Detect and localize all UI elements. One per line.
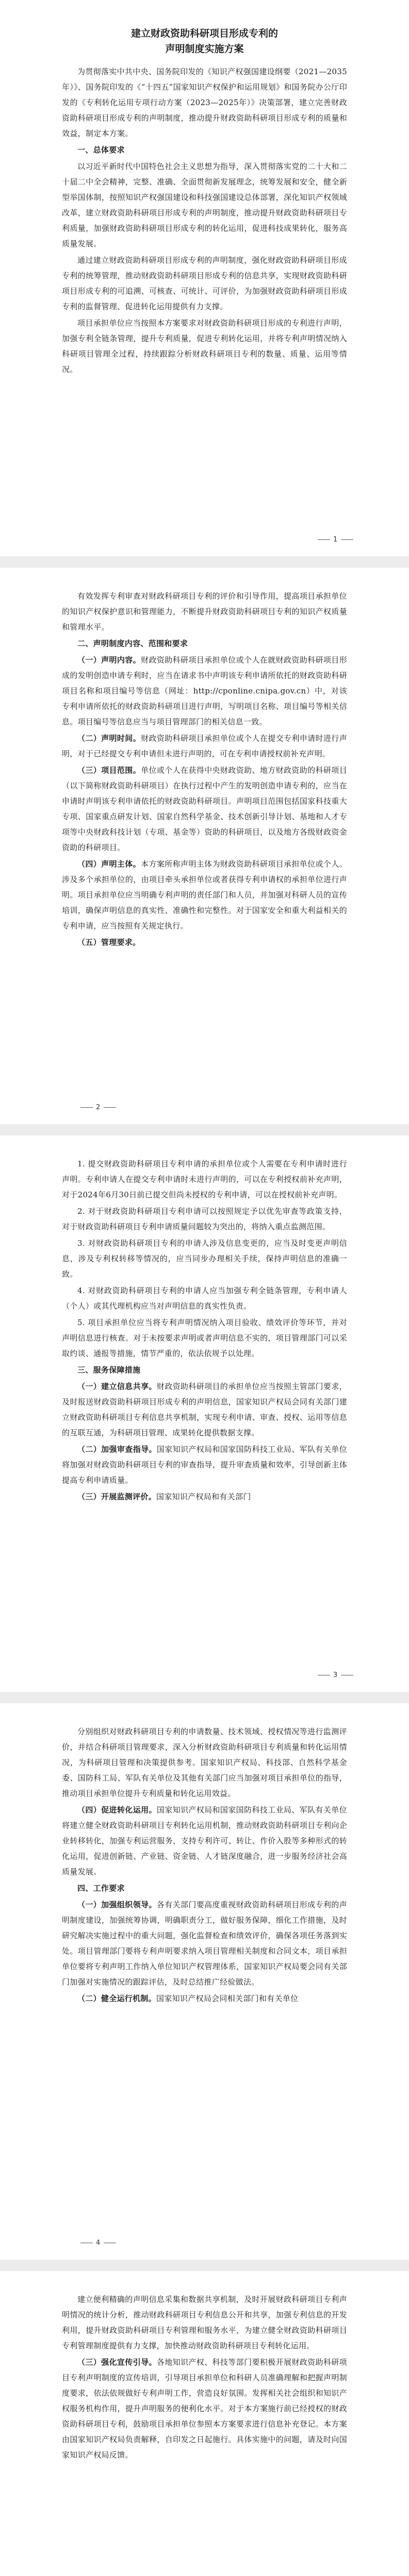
paragraph: 有效发挥专利审查对财政科研项目专利的评价和引导作用，提高项目承担单位的知识产权保护意识和管理能力，不断提升财政资助科研项目专利的知识产权质量和管理水平。 — [62, 591, 347, 632]
page-separator — [0, 2260, 409, 2271]
page-5-content — [62, 2292, 347, 2463]
subsection-text: 国家知识产权局和有关部门 — [156, 1492, 251, 1501]
title-line-1: 建立财政资助科研项目形成专利的 — [130, 28, 278, 39]
subsection-text: 国家知识产权局和国家国防科技工业局、军队有关单位将加强对财政资助科研项目专利的审查指导，提升审查质量和效率，引导创新主体提高专利申请质量。 — [62, 1445, 347, 1485]
paragraph: 项目承担单位应当按照本方案要求对财政资助科研项目形成的专利进行声明，加强专利全链条管理，提升专利质量，促进专利转化运用，并将专利声明情况纳入科研项目管理全过程，持续跟踪分析财政科研项目专利的数量、质量、运用等情况。 — [62, 318, 347, 374]
document-page-5 — [0, 2271, 409, 2576]
subsection-lead: （三）开展监测评价。 — [77, 1492, 157, 1501]
subsection-lead: （四）声明主体。 — [77, 859, 141, 869]
document-title — [62, 26, 347, 57]
subsection-lead: （三）强化宣传引导。 — [77, 2358, 157, 2367]
page-separator — [0, 1692, 409, 1703]
subsection-text: 财政资助科研项目的承担单位应当按照主管部门要求，及时报送财政资助科研项目形成专利的声明信息，国家知识产权局会同有关部门建立财政资助科研项目专利信息共享机制，实现专利申请、审查、授权、运用等信息的互联互通，为科研项目管理、成果转化提供数据支撑。 — [62, 1382, 347, 1437]
subsection-text: 国家知识产权局和国家国防科技工业局、军队有关单位将建立健全财政资助科研项目专利转化运用机制，推动财政资助科研项目专利向企业转移转化，加强专利运营服务，支持专利许可、转让、作价入股等多种形式的转化运用，促进创新链、产业链、资金链、人才链深度融合，进一步服务经济社会高质量发展。 — [62, 1805, 347, 1876]
subsection-paragraph — [62, 731, 347, 761]
subsection-paragraph — [62, 1991, 347, 2006]
paragraph: 通过建立财政资助科研项目形成专利的声明制度，强化财政资助科研项目形成专利的统筹管理，推动财政资助科研项目形成专利的信息共享，实现财政资助科研项目形成专利的可追溯、可核查、可统计、可评价，为加强财政资助科研项目形成专利的监督管理、促进转化运用提供有力支撑。 — [62, 256, 347, 311]
document-page-4 — [0, 1703, 409, 2260]
page-number: 2 — [77, 1104, 119, 1111]
subsection-paragraph — [62, 935, 347, 950]
paragraph: 2. 对于财政资助科研项目专利申请可以按照规定予以优先审查等政策支持，对于财政资助科研项目专利申请质量问题较为突出的，将纳入重点监测范围。 — [62, 1207, 347, 1231]
section-heading: 三、服务保障措施 — [77, 1365, 141, 1375]
subsection-paragraph — [62, 762, 347, 855]
subsection-paragraph — [62, 1379, 347, 1440]
subsection-text: 本方案所称声明主体为财政资助科研项目承担单位或个人。涉及多个承担单位的，由项目牵头承担单位或者获得专利申请权的承担单位进行声明。项目承担单位应当明确专利声明的责任部门和人员，并加强对科研人员的宣传培训，确保声明信息的真实性、准确性和完整性。对于国家安全和重大利益相关的专利申请，应当按照有关规定执行。 — [62, 859, 347, 930]
page-separator — [0, 1124, 409, 1136]
title-line-2: 声明制度实施方案 — [165, 43, 244, 55]
subsection-text: 财政资助科研项目承担单位或个人在就财政资助科研项目形成的发明创造申请专利时，应当在请求书中声明该专利申请所依托的财政资助科研项目名称和项目编号等信息（网址：http://cponline.cnipa.gov.cn）中，对该专利申请所依托的财政资助科研项目进行声明，写明项目名称、项目编号等相关信息。项目编号等信息应当与项目管理部门的相关信息一致。 — [62, 655, 347, 726]
page-2-content — [62, 588, 347, 950]
subsection-lead: （二）健全运行机制。 — [77, 1994, 157, 2003]
subsection-paragraph — [62, 1442, 347, 1488]
section-heading: 一、总体要求 — [77, 145, 125, 155]
subsection-text: 各有关部门要高度重视财政资助科研项目形成专利的声明制度建设，加强统筹协调，明确职责分工，做好服务保障，细化工作措施，及时研究解决实施过程中的重大问题，强化监督检查和绩效评价，确保各项任务落到实处。项目管理部门要将专利声明要求纳入项目管理相关制度和合同文本，项目承担单位要将专利声明工作纳入单位知识产权管理体系，国家知识产权局要会同有关部门加强对实施情况的跟踪评估，及时总结推广经验做法。 — [62, 1900, 347, 1987]
subsection-paragraph — [62, 1802, 347, 1879]
subsection-lead: （四）促进转化运用。 — [77, 1805, 157, 1815]
subsection-text: 单位或个人在获得中央财政资助、地方财政资助的科研项目（以下简称财政资助科研项目）在执行过程中产生的发明创造申请专利的，应当在申请时声明该专利申请依托的财政资助科研项目。声明项目范围包括国家科技重大专项、国家重点研发计划、国家自然科学基金、技术创新引导计划、基地和人才专项等中央财政科技计划（专项、基金等）资助的科研项目，以及地方各级财政资金资助的科研项目。 — [62, 766, 347, 852]
paragraph: 建立便利精确的声明信息采集和数据共享机制，及时开展财政科研项目专利声明情况的统计分析，推动财政科研项目专利信息公开和共享，加强专利信息的开发利用，提升财政资助科研项目专利管理和服务水平，为建立健全财政资助科研项目专利管理制度提供有力支撑，加快推动财政资助科研项目专利转化运用。 — [62, 2295, 347, 2350]
subsection-paragraph — [62, 652, 347, 730]
section-heading: 四、工作要求 — [77, 1884, 125, 1893]
document-page-1 — [0, 0, 409, 556]
subsection-lead: （二）加强审查指导。 — [77, 1445, 157, 1454]
subsection-paragraph — [62, 1897, 347, 1990]
subsection-lead: （五）管理要求。 — [77, 938, 141, 947]
subsection-lead: （一）建立信息共享。 — [77, 1382, 157, 1391]
paragraph: 5. 项目承担单位应当将专利声明情况纳入项目验收、绩效评价等环节，并对声明信息进行核查。对于未按要求声明或者声明信息不实的，项目管理部门可以采取约谈、通报等措施，情节严重的，依法依规予以处理。 — [62, 1318, 347, 1358]
paragraph: 1. 提交财政资助科研项目专利申请的承担单位或个人需要在专利申请时进行声明。专利申请人在提交专利申请时未进行声明的，可以在专利授权前补充声明，对于2024年6月30日前已提交但尚未授权的专利申请，可以在授权前补充声明。 — [62, 1159, 347, 1199]
subsection-text: 财政资助科研项目承担单位或个人在提交专利申请时进行声明，对于已经提交专利申请但未进行声明的，可在专利申请授权前补充声明。 — [62, 734, 347, 758]
page-number: 1 — [315, 536, 356, 544]
page-4-content — [62, 1724, 347, 2006]
page-separator — [0, 556, 409, 568]
page-3-content — [62, 1156, 347, 1504]
document-page-2 — [0, 568, 409, 1124]
subsection-lead: （一）声明内容。 — [77, 655, 141, 665]
subsection-lead: （三）项目范围。 — [77, 766, 141, 775]
subsection-text: 各地知识产权、科技等部门要积极开展财政资助科研项目专利声明制度的宣传培训，引导项目承担单位和科研人员准确理解和把握声明制度要求，依法依规做好专利声明工作，营造良好氛围。发挥相关社会组织和知识产权服务机构作用，提升声明服务的便利化水平。对于本方案施行前已经授权的财政资助科研项目专利，鼓励项目承担单位参照本方案要求进行信息补充登记。本方案由国家知识产权局负责解释，自印发之日起施行。具体实施中的问题，请及时向国家知识产权局反馈。 — [62, 2358, 347, 2460]
section-heading: 二、声明制度内容、范围和要求 — [77, 639, 188, 648]
page-number: 4 — [77, 2239, 119, 2247]
document-page-3 — [0, 1136, 409, 1692]
page-number: 3 — [315, 1671, 356, 1679]
paragraph: 以习近平新时代中国特色社会主义思想为指导，深入贯彻落实党的二十大和二十届二中全会精神，完整、准确、全面贯彻新发展理念，统筹发展和安全，健全新型举国体制，按照知识产权强国建设和科技强国建设总体部署，深化知识产权领域改革，建立财政资助科研项目形成专利的声明制度，推动提升财政资助科研项目专利质量，加强财政资助科研项目形成专利的转化运用，促进科技成果转化，服务高质量发展。 — [62, 162, 347, 248]
subsection-paragraph — [62, 856, 347, 934]
page-1-content — [62, 64, 347, 377]
subsection-paragraph — [62, 1489, 347, 1504]
paragraph: 4. 对财政资助科研项目专利的申请人应当加强专利全链条管理，专利申请人（个人）或其代理机构应当对声明信息的真实性负责。 — [62, 1286, 347, 1311]
paragraph: 3. 对财政资助科研项目专利的申请人涉及信息变更的，应当及时变更声明信息，涉及专利权转移等情况的，应当同步办理相关手续，保持声明信息的准确一致。 — [62, 1239, 347, 1279]
subsection-lead: （二）声明时间。 — [77, 734, 141, 743]
subsection-paragraph — [62, 2354, 347, 2463]
subsection-text: 国家知识产权局会同相关部门和有关单位 — [156, 1994, 299, 2003]
paragraph: 为贯彻落实中共中央、国务院印发的《知识产权强国建设纲要（2021—2035年）》、国务院印发的《“十四五”国家知识产权保护和运用规划》和国务院办公厅印发的《专利转化运用专项行动方案（2023—2025年）》决策部署，建立完善财政资助科研项目形成专利的声明制度，推动提升财政资助科研项目形成专利的质量和效益，制定本方案。 — [62, 67, 347, 138]
paragraph: 分别组织对财政科研项目专利的申请数量、技术领域、授权情况等进行监测评价，并结合科研项目管理要求，深入分析财政资助科研项目专利质量和转化运用情况，为科研项目管理和决策提供参考。国家知识产权局、科技部、自然科学基金委、国防科工局、军队有关单位及其他有关部门应当加强对项目承担单位的指导，推动项目承担单位提升专利质量和转化运用效益。 — [62, 1727, 347, 1798]
subsection-lead: （一）加强组织领导。 — [77, 1900, 157, 1909]
